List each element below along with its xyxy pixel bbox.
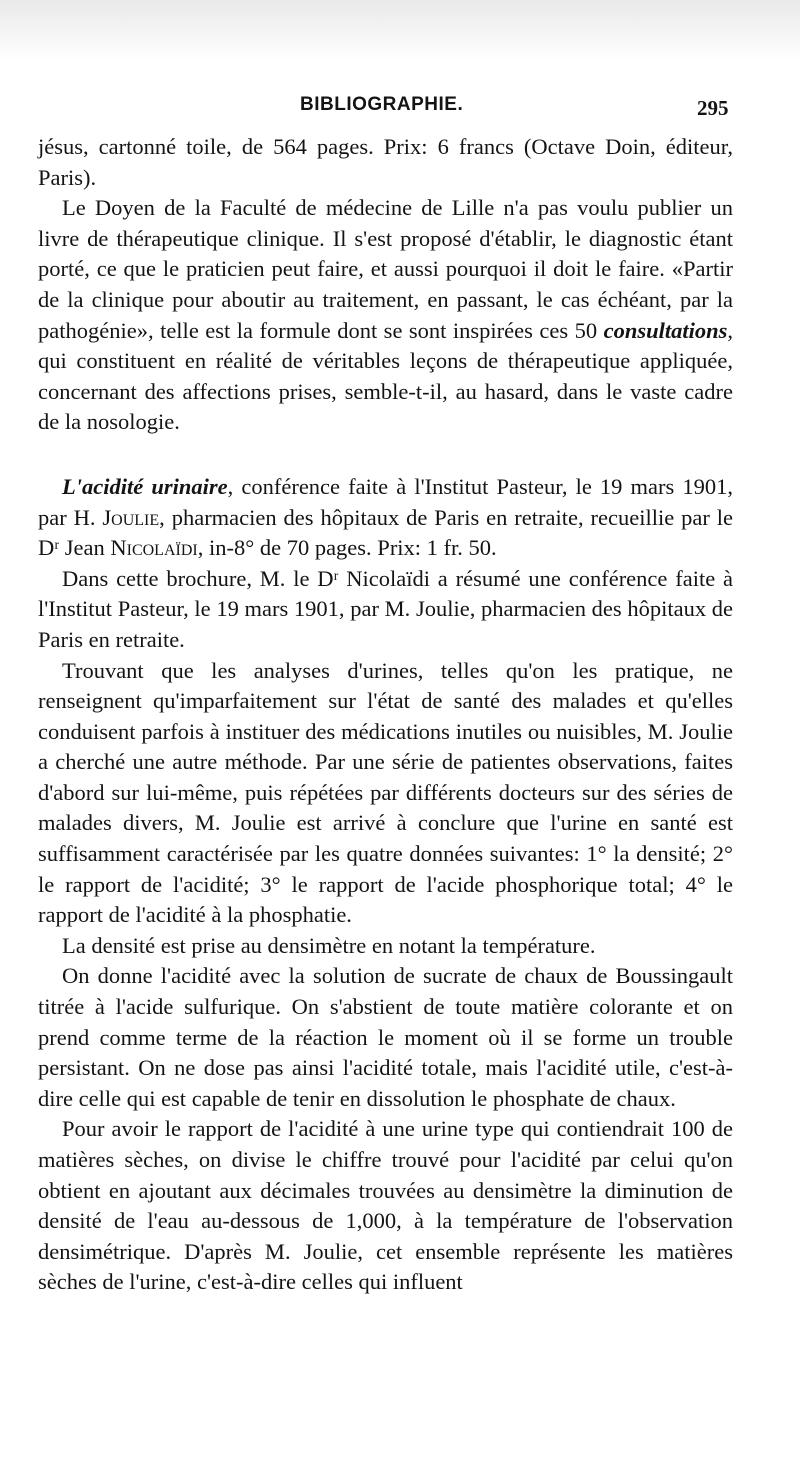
citation-text-3: , in-8° de 70 pages. Prix: 1 fr. 50.	[197, 535, 497, 561]
running-title: BIBLIOGRAPHIE.	[300, 94, 464, 115]
paragraph-ratio: Pour avoir le rapport de l'acidité à une urine type qui contiendrait 100 de matières sèches, on divise le chiffre trouvé pour l'acidité par celui qu'on obtient en ajoutant aux décimales trouvées au densimètre la diminution de densité de l'eau au-dessous de 1,000, à la température de l'observation densimétrique. D'après M. Joulie, cet ensemble représente les matières sèches de l'urine, c'est-à-dire celles qui influent	[38, 1116, 733, 1295]
page-number: 295	[697, 96, 729, 120]
paragraph-citation	[38, 472, 733, 564]
consultations-term: consultations	[603, 317, 728, 343]
author-joulie: Joulie	[102, 504, 160, 530]
section-gap	[38, 438, 733, 472]
citation-text-2: , pharmacien des hôpitaux de Paris en retraite, recueillie par le Dʳ Jean	[38, 504, 733, 561]
paragraph-brochure: Dans cette brochure, M. le Dʳ Nicolaïdi a résumé une conférence faite à l'Institut Pasteur, le 19 mars 1901, par M. Joulie, pharmacien des hôpitaux de Paris en retraite.	[38, 565, 733, 652]
citation-text-1: , conférence faite à l'Institut Pasteur, le 19 mars 1901, par H.	[38, 473, 734, 530]
paragraph-density: La densité est prise au densimètre en notant la température.	[62, 932, 596, 958]
paragraph-price-line: jésus, cartonné toile, de 564 pages. Prix: 6 francs (Octave Doin, éditeur, Paris).	[38, 134, 733, 190]
book-title: L'acidité urinaire	[62, 473, 228, 499]
paragraph-method: Trouvant que les analyses d'urines, telles qu'on les pratique, ne renseignent qu'imparfaitement sur l'état de santé des malades et qu'elles conduisent parfois à instituer des médications inutiles ou nuisibles, M. Joulie a cherché une autre méthode. Par une série de patientes observations, faites d'abord sur lui-même, puis répétées par différents docteurs sur des séries de malades divers, M. Joulie est arrivé à conclure que l'urine en santé est suffisamment caractérisée par les quatre données suivantes: 1° la densité; 2° le rapport de l'acidité; 3° le rapport de l'acide phosphorique total; 4° le rapport de l'acidité à la phosphatie.	[38, 657, 733, 928]
paragraph-review-summary	[38, 193, 733, 438]
paragraph-acidity: On donne l'acidité avec la solution de sucrate de chaux de Boussingault titrée à l'acide sulfurique. On s'abstient de toute matière colorante et on prend comme terme de la réaction le moment où il se forme un trouble persistant. On ne dose pas ainsi l'acidité totale, mais l'acidité utile, c'est-à-dire celle qui est capable de tenir en dissolution le phosphate de chaux.	[38, 963, 733, 1111]
review-text-part-2: , qui constituent en réalité de véritables leçons de thérapeutique appliquée, concernant des affections prises, semble-t-il, au hasard, dans le vaste cadre de la nosologie.	[38, 317, 733, 435]
author-nicolaidi: Nicolaïdi	[110, 535, 198, 561]
review-text-part-1: Le Doyen de la Faculté de médecine de Lille n'a pas voulu publier un livre de thérapeutique clinique. Il s'est proposé d'établir, le diagnostic étant porté, ce que le praticien peut faire, et aussi pourquoi il doit le faire. «Partir de la clinique pour aboutir au traitement, en passant, le cas échéant, par la pathogénie», telle est la formule dont se sont inspirées ces 50	[38, 195, 733, 343]
page-header	[0, 94, 800, 124]
body-text	[38, 132, 733, 1298]
